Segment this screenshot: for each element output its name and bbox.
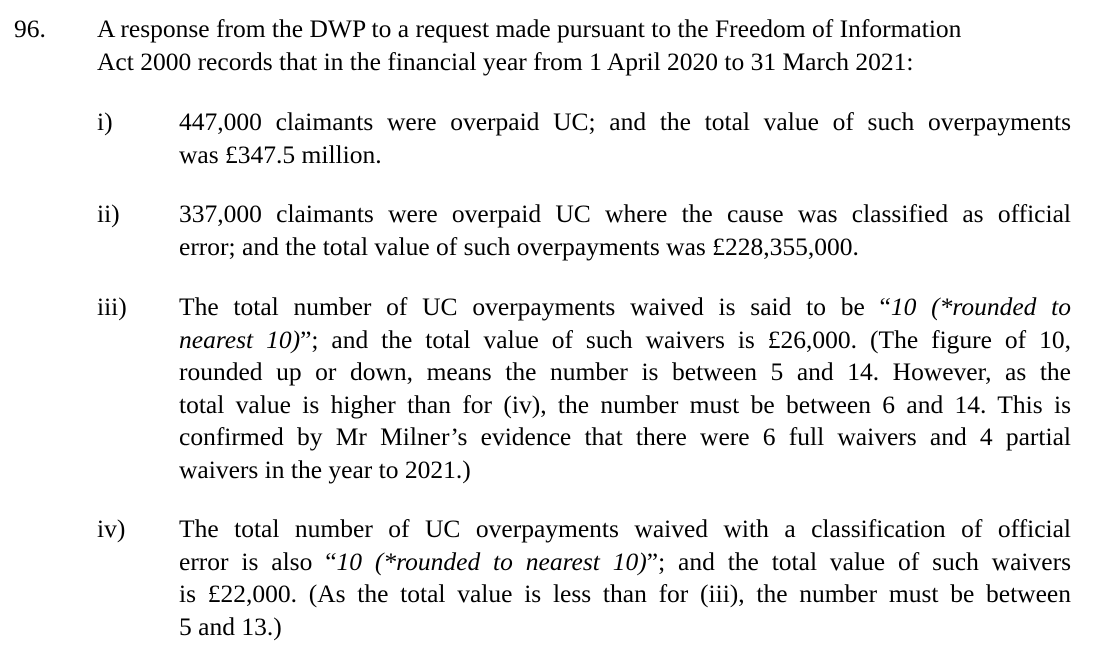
italic-run: 10 (*rounded to nearest 10) [336,546,647,576]
item-text-iv [179,513,1071,643]
item-label-ii: ii) [97,199,120,228]
item-text-iii [179,291,1071,486]
item-line [179,546,1071,579]
italic-run: 10 (*rounded to [890,292,1071,321]
italic-run: nearest 10) [179,324,301,354]
item-line: rounded up or down, means the number is between 5 and 14. However, as the [179,357,1071,386]
item-line [179,324,1071,357]
item-text-ii [179,198,1071,263]
item-line [179,291,1071,324]
item-line: total value is higher than for (iv), the number must be between 6 and 14. This is [179,389,1071,419]
item-label-iii: iii) [97,292,127,321]
intro-line: A response from the DWP to a request made pursuant to the Freedom of Information [97,14,962,43]
item-line: The total number of UC overpayments waived with a classification of official [179,514,1071,543]
item-line: error; and the total value of such overpayments was £228,355,000. [179,231,859,261]
text-run: error is also “ [179,546,337,576]
item-line: 447,000 claimants were overpaid UC; and the total value of such overpayments [179,107,1071,136]
item-line: was £347.5 million. [179,139,382,169]
item-line: 337,000 claimants were overpaid UC where the cause was classified as official [179,199,1071,228]
paragraph-intro [97,12,1072,78]
text-run: ”; and the total value of such waivers is £26,000. (The figure of 10, [300,324,1071,354]
paragraph-number: 96. [14,14,46,43]
item-line: waivers in the year to 2021.) [179,454,471,484]
item-label-i: i) [97,107,113,136]
item-line: is £22,000. (As the total value is less than for (iii), the number must be between [179,579,1071,608]
item-line: confirmed by Mr Milner’s evidence that there were 6 full waivers and 4 partial [179,422,1071,451]
item-label-iv: iv) [97,514,126,543]
item-text-i [179,106,1071,171]
intro-line: Act 2000 records that in the financial year from 1 April 2020 to 31 March 2021: [97,47,914,76]
item-line: 5 and 13.) [179,611,282,641]
text-run: The total number of UC overpayments waived is said to be “ [179,292,891,321]
text-run: ”; and the total value of such waivers [646,546,1071,576]
